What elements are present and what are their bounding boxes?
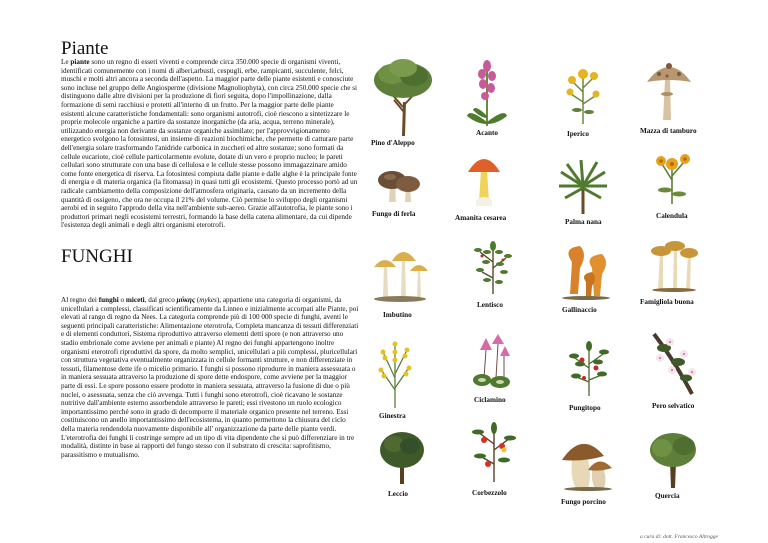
piante-lead: Le (61, 58, 71, 66)
label-ciclamino: Ciclamino (474, 396, 506, 404)
funghi-greek-word: μύκης (176, 296, 196, 304)
chanterelle-icon (558, 238, 612, 300)
oak-icon (648, 430, 698, 488)
funghi-conj: o (118, 296, 126, 304)
label-corbezzolo: Corbezzolo (472, 489, 507, 497)
broom-shrub-icon (372, 338, 418, 408)
st-johns-wort-icon (563, 62, 603, 124)
label-iperico: Iperico (567, 130, 589, 138)
piante-bold: piante (70, 58, 90, 66)
label-porcino: Fungo porcino (561, 498, 606, 506)
label-ginestra: Ginestra (379, 412, 406, 420)
label-acanto: Acanto (476, 129, 498, 137)
label-pungitopo: Pungitopo (569, 404, 601, 412)
calendula-icon (652, 150, 692, 204)
label-mazza: Mazza di tamburo (640, 127, 697, 135)
cyclamen-icon (470, 334, 514, 390)
funnel-mushroom-icon (372, 245, 430, 303)
butchers-broom-icon (564, 338, 614, 396)
funghi-bold-funghi: funghi (98, 296, 119, 304)
funghi-greek-intro: , dal greco (144, 296, 177, 304)
label-famigliola: Famigliola buona (640, 298, 694, 306)
holm-oak-icon (378, 428, 426, 484)
caesar-mushroom-icon (466, 150, 502, 206)
funghi-paren: ( (195, 296, 200, 304)
funghi-body: ), appartiene una categoria di organismi, da unicellulari a complessi, classificati scientificamente da Linneo e inizialmente accorpati alle Piante, poi elevati al rango di regno da Nees. La categoria comprende più di 100 000 specie di funghi, aventi le seguenti principali caratteristiche: Alimentazione eterotrofa, Completa mancanza di tessuti differenziati e di elementi conduttori, Sistema riproduttivo attraverso elementi detti spore (e non attraverso uno stadio embrionale come avviene per animali e piante) Al regno dei funghi appartengono inoltre organismi eterotrofi riproduttivi da spore, da molto semplici, unicellulari a più complessi, pluricellulari con struttura vegetativa eventualmente organizzata in cellule formanti strutture, e non differenziate in tessuti, filamentose dette ife o micelio primario. I funghi si possono riprodurre in maniera assessuata o in maniera sessuata attraverso la produzione di spore dette endospore, come avviene per la maggior parte di essi. Le spore possono essere prodotte in maniera sessuata, attraverso la fusione di due o più nuclei, o asessuata, senza che ciò avvenga. Tutti i funghi sono eterotrofi, cioè ricavano le sostanze nutritive dall'ambiente esterno assorbendole attraverso le pareti; essi rivestono un ruolo ecologico importantissimo perché sono in grado di decomporre il materiale organico presente nel terreno. Essi costituiscono un anello importantissimo dell'ecosistema, in quanto permettono la chiusura del ciclo della materia rendendola nuovamente disponibile all' organizzazione da parte delle piante verdi. L'eterotrofia dei funghi li costringe sempre ad un tipo di vita dipendente che si può differenziare in tre modalità, distinte in base ai rapporti del fungo stesso con il substrato di crescita: saprofitismo, parassitismo e mutualismo. (61, 296, 359, 459)
label-leccio: Leccio (388, 490, 408, 498)
label-quercia: Quercia (655, 492, 680, 500)
porcini-icon (558, 430, 614, 492)
piante-paragraph (61, 58, 359, 230)
parasol-mushroom-icon (645, 58, 693, 122)
credit-signature: a cura di: dott. Francesco Altrogge (640, 534, 718, 540)
funghi-paragraph (61, 296, 359, 459)
label-pero: Pero selvatico (652, 402, 695, 410)
wild-pear-icon (648, 330, 700, 398)
label-calendula: Calendula (656, 212, 688, 220)
dwarf-palm-icon (557, 158, 609, 214)
funghi-lead: Al regno dei (61, 296, 99, 304)
pine-tree-icon (372, 52, 434, 136)
label-palma: Palma nana (565, 218, 602, 226)
section-title-funghi: FUNGHI (61, 246, 133, 267)
funghi-bold-miceti: miceti (125, 296, 145, 304)
ferula-mushroom-icon (372, 162, 424, 204)
label-amanita: Amanita cesarea (455, 214, 507, 222)
section-title-piante: Piante (61, 38, 109, 59)
mastic-shrub-icon (470, 238, 516, 294)
label-fungoferla: Fungo di ferla (372, 210, 416, 218)
strawberry-tree-icon (470, 420, 518, 482)
label-gallinaccio: Gallinaccio (562, 306, 597, 314)
acanthus-plant-icon (465, 56, 509, 126)
label-imbutino: Imbutino (383, 311, 412, 319)
label-lentisco: Lentisco (477, 301, 503, 309)
label-pino: Pino d'Aleppo (371, 139, 415, 147)
funghi-translit: mykes (199, 296, 217, 304)
honey-fungus-icon (648, 234, 700, 292)
piante-body: sono un regno di esseri viventi e comprende circa 350.000 specie di organismi viventi, identificati comunemente con i nomi di alberi,arbusti, cespugli, erbe, rampicanti, succulente, felci, muschi e molti altri ancora a seconda dell'aspetto. La maggior parte delle piante esistenti e conosciute sono incluse nel gruppo delle Angiosperme (divisione Magnoliophyta), con circa 250.000 specie che si distinguono dalle altre divisioni per la produzione di fiori seguita, dopo l'impollinazione, dalla formazione di semi racchiusi e protetti all'interno di un frutto. Per la maggior parte delle piante esistenti alcune caratteristiche fondamentali: sono organismi autotrofi, cioè riescono a sintetizzare le proprie molecole organiche a partire da sostanze inorganiche (da aria, acqua, terreno minerale), utilizzando energia non derivante da sostanze organiche assimilate; per l'approvvigionamento energetico svolgono la fotosintesi, un insieme di reazioni biochimiche, che permette di catturare parte dell'energia solare trasformando l'anidride carbonica in zuccheri ed altre sostanze; sono formati da cellule eucariote, cioè cellule particolarmente evolute, dotate di un vero e proprio nucleo; le pareti cellulari sono strutturate con una base di cellulosa e le cellule stesse possono immagazzinare amido come fonte energetica di riserva. La fotosintesi compiuta dalle piante e dalle alghe è la principale fonte di energia e di materia organica (la fitomassa) in quasi tutti gli ecosistemi. Questo processo portò ad un radicale cambiamento della composizione dell'atmosfera originaria, causato da un incremento della quantità di ossigeno, che ora ne occupa il 21% del volume. Ciò permise lo sviluppo degli organismi aerobi ed in seguito l'approdo della vita nell'ambiente sub-aereo. Grazie all'autotrofia, le piante sono i produttori primari negli ecosistemi terrestri, formando la base della catena alimentare, da cui dipende l'esistenza degli animali e degli altri organismi eterotrofi. (61, 58, 358, 230)
